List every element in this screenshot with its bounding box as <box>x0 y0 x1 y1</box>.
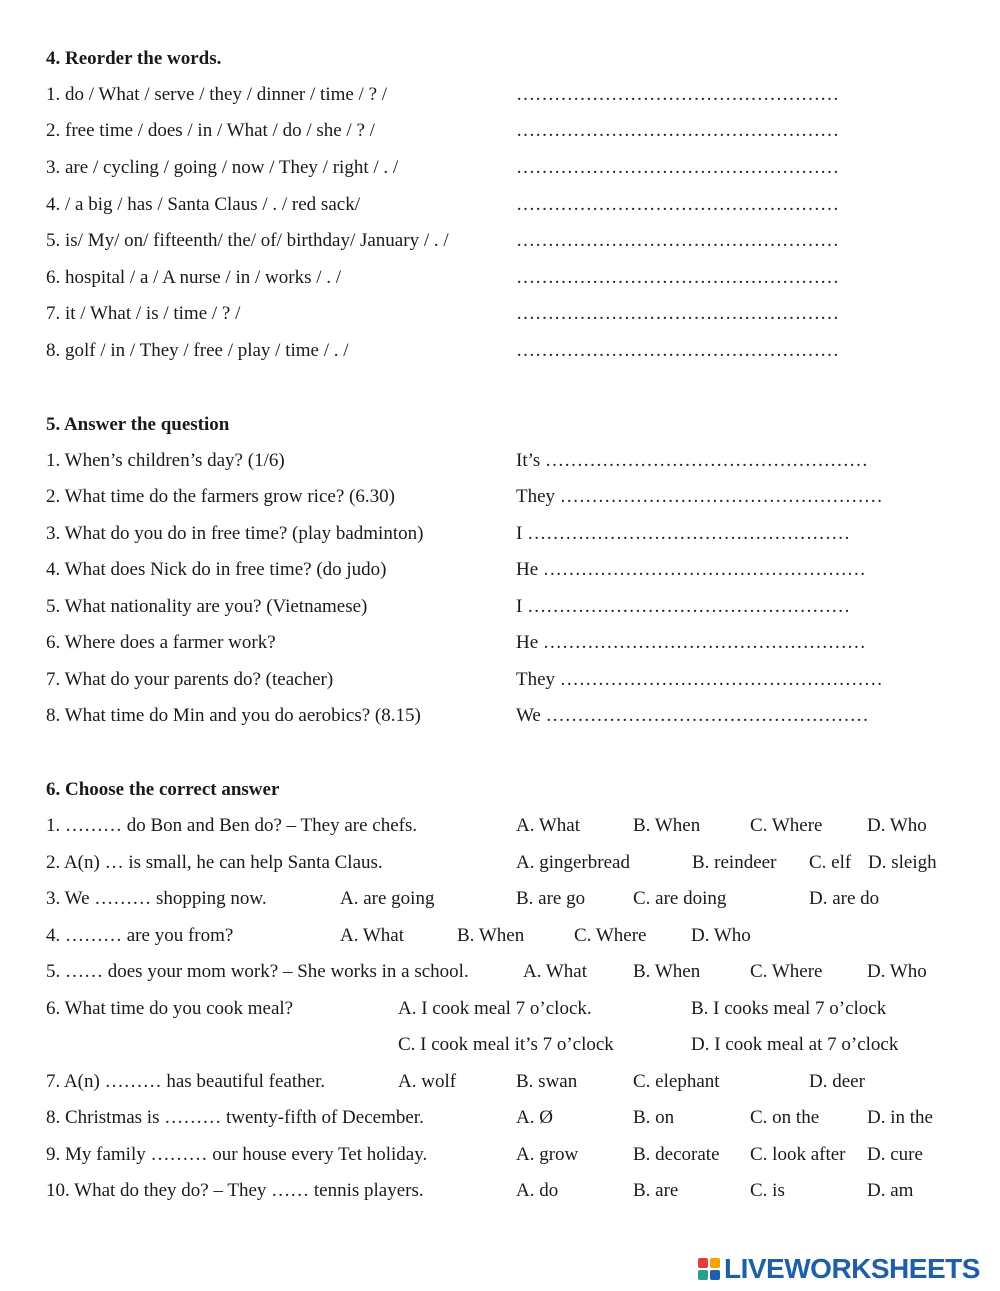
answer-blank[interactable]: …………………………………………… <box>516 194 839 215</box>
mc-option-b[interactable]: B. When <box>633 961 701 982</box>
mc-option-d[interactable]: D. Who <box>691 925 751 946</box>
mc-option-a[interactable]: A. gingerbread <box>516 852 630 873</box>
mc-option-b[interactable]: B. swan <box>516 1071 578 1092</box>
answer-blank[interactable]: He …………………………………………… <box>516 632 866 653</box>
mc-option-c[interactable]: C. look after <box>750 1144 846 1165</box>
liveworksheets-logo[interactable] <box>698 1252 980 1286</box>
mc-question: 8. Christmas is ……… twenty-fifth of December. <box>46 1107 424 1128</box>
answer-question: 8. What time do Min and you do aerobics? (8.15) <box>46 705 421 726</box>
answer-question: 5. What nationality are you? (Vietnamese) <box>46 596 368 617</box>
logo-grid-icon <box>698 1258 720 1280</box>
mc-option-b[interactable]: B. on <box>633 1107 675 1128</box>
section-4-title: 4. Reorder the words. <box>46 48 222 69</box>
reorder-question: 7. it / What / is / time / ? / <box>46 303 241 324</box>
mc-option-a[interactable]: A. Ø <box>516 1107 553 1128</box>
mc-option-c[interactable]: C. Where <box>750 815 823 836</box>
mc-option-c[interactable]: C. on the <box>750 1107 820 1128</box>
answer-question: 6. Where does a farmer work? <box>46 632 276 653</box>
mc-question: 2. A(n) … is small, he can help Santa Claus. <box>46 852 383 873</box>
mc-option-b[interactable]: B. When <box>633 815 701 836</box>
mc-option-c[interactable]: C. are doing <box>633 888 727 909</box>
mc-option-a[interactable]: A. grow <box>516 1144 579 1165</box>
answer-question: 3. What do you do in free time? (play badminton) <box>46 523 424 544</box>
answer-question: 7. What do your parents do? (teacher) <box>46 669 334 690</box>
mc-option-c[interactable]: C. Where <box>750 961 823 982</box>
mc-question: 6. What time do you cook meal? <box>46 998 294 1019</box>
mc-option-a[interactable]: A. What <box>516 815 581 836</box>
logo-square <box>710 1270 720 1280</box>
mc-option-c[interactable]: C. Where <box>574 925 647 946</box>
logo-square <box>710 1258 720 1268</box>
mc-option-b[interactable]: B. are go <box>516 888 586 909</box>
answer-blank[interactable]: They …………………………………………… <box>516 486 883 507</box>
answer-question: 1. When’s children’s day? (1/6) <box>46 450 285 471</box>
mc-option-d[interactable]: D. sleigh <box>868 852 937 873</box>
reorder-question: 2. free time / does / in / What / do / she / ? / <box>46 120 375 141</box>
mc-option-a[interactable]: A. do <box>516 1180 559 1201</box>
answer-blank[interactable]: I …………………………………………… <box>516 523 851 544</box>
logo-square <box>698 1270 708 1280</box>
reorder-question: 1. do / What / serve / they / dinner / time / ? / <box>46 84 388 105</box>
mc-question: 10. What do they do? – They …… tennis players. <box>46 1180 424 1201</box>
mc-question: 1. ……… do Bon and Ben do? – They are chefs. <box>46 815 418 836</box>
answer-blank[interactable]: We …………………………………………… <box>516 705 869 726</box>
answer-blank[interactable]: …………………………………………… <box>516 157 839 178</box>
mc-option-a[interactable]: A. wolf <box>398 1071 457 1092</box>
answer-question: 4. What does Nick do in free time? (do judo) <box>46 559 387 580</box>
mc-option-b[interactable]: B. decorate <box>633 1144 720 1165</box>
mc-option-b[interactable]: B. I cooks meal 7 o’clock <box>691 998 887 1019</box>
mc-option-c[interactable]: C. I cook meal it’s 7 o’clock <box>398 1034 614 1055</box>
answer-blank[interactable]: They …………………………………………… <box>516 669 883 690</box>
mc-option-b[interactable]: B. When <box>457 925 525 946</box>
logo-text: LIVEWORKSHEETS <box>724 1253 980 1284</box>
answer-blank[interactable]: I …………………………………………… <box>516 596 851 617</box>
answer-question: 2. What time do the farmers grow rice? (6.30) <box>46 486 395 507</box>
mc-question: 5. …… does your mom work? – She works in a school. <box>46 961 469 982</box>
answer-blank[interactable]: …………………………………………… <box>516 340 839 361</box>
section-6-title: 6. Choose the correct answer <box>46 779 280 800</box>
mc-question: 7. A(n) ……… has beautiful feather. <box>46 1071 326 1092</box>
mc-option-d[interactable]: D. am <box>867 1180 914 1201</box>
mc-option-d[interactable]: D. Who <box>867 961 927 982</box>
mc-option-b[interactable]: B. are <box>633 1180 679 1201</box>
reorder-question: 8. golf / in / They / free / play / time / . / <box>46 340 349 361</box>
mc-option-d[interactable]: D. I cook meal at 7 o’clock <box>691 1034 899 1055</box>
reorder-question: 3. are / cycling / going / now / They / right / . / <box>46 157 399 178</box>
mc-option-a[interactable]: A. What <box>523 961 588 982</box>
mc-option-d[interactable]: D. in the <box>867 1107 933 1128</box>
mc-option-a[interactable]: A. What <box>340 925 405 946</box>
answer-blank[interactable]: …………………………………………… <box>516 230 839 251</box>
mc-question: 9. My family ……… our house every Tet holiday. <box>46 1144 428 1165</box>
mc-option-d[interactable]: D. cure <box>867 1144 923 1165</box>
answer-blank[interactable]: It’s …………………………………………… <box>516 450 869 471</box>
mc-option-a[interactable]: A. I cook meal 7 o’clock. <box>398 998 592 1019</box>
mc-option-a[interactable]: A. are going <box>340 888 435 909</box>
mc-option-d[interactable]: D. are do <box>809 888 880 909</box>
answer-blank[interactable]: …………………………………………… <box>516 84 839 105</box>
mc-option-c[interactable]: C. elephant <box>633 1071 720 1092</box>
mc-option-c[interactable]: C. elf <box>809 852 852 873</box>
mc-option-c[interactable]: C. is <box>750 1180 785 1201</box>
answer-blank[interactable]: …………………………………………… <box>516 303 839 324</box>
reorder-question: 5. is/ My/ on/ fifteenth/ the/ of/ birthday/ January / . / <box>46 230 449 251</box>
answer-blank[interactable]: …………………………………………… <box>516 120 839 141</box>
answer-blank[interactable]: …………………………………………… <box>516 267 839 288</box>
logo-square <box>698 1258 708 1268</box>
mc-option-d[interactable]: D. Who <box>867 815 927 836</box>
section-5-title: 5. Answer the question <box>46 414 230 435</box>
answer-blank[interactable]: He …………………………………………… <box>516 559 866 580</box>
reorder-question: 6. hospital / a / A nurse / in / works / . / <box>46 267 342 288</box>
mc-option-d[interactable]: D. deer <box>809 1071 865 1092</box>
mc-question: 3. We ……… shopping now. <box>46 888 267 909</box>
mc-question: 4. ……… are you from? <box>46 925 234 946</box>
reorder-question: 4. / a big / has / Santa Claus / . / red sack/ <box>46 194 360 215</box>
mc-option-b[interactable]: B. reindeer <box>692 852 777 873</box>
